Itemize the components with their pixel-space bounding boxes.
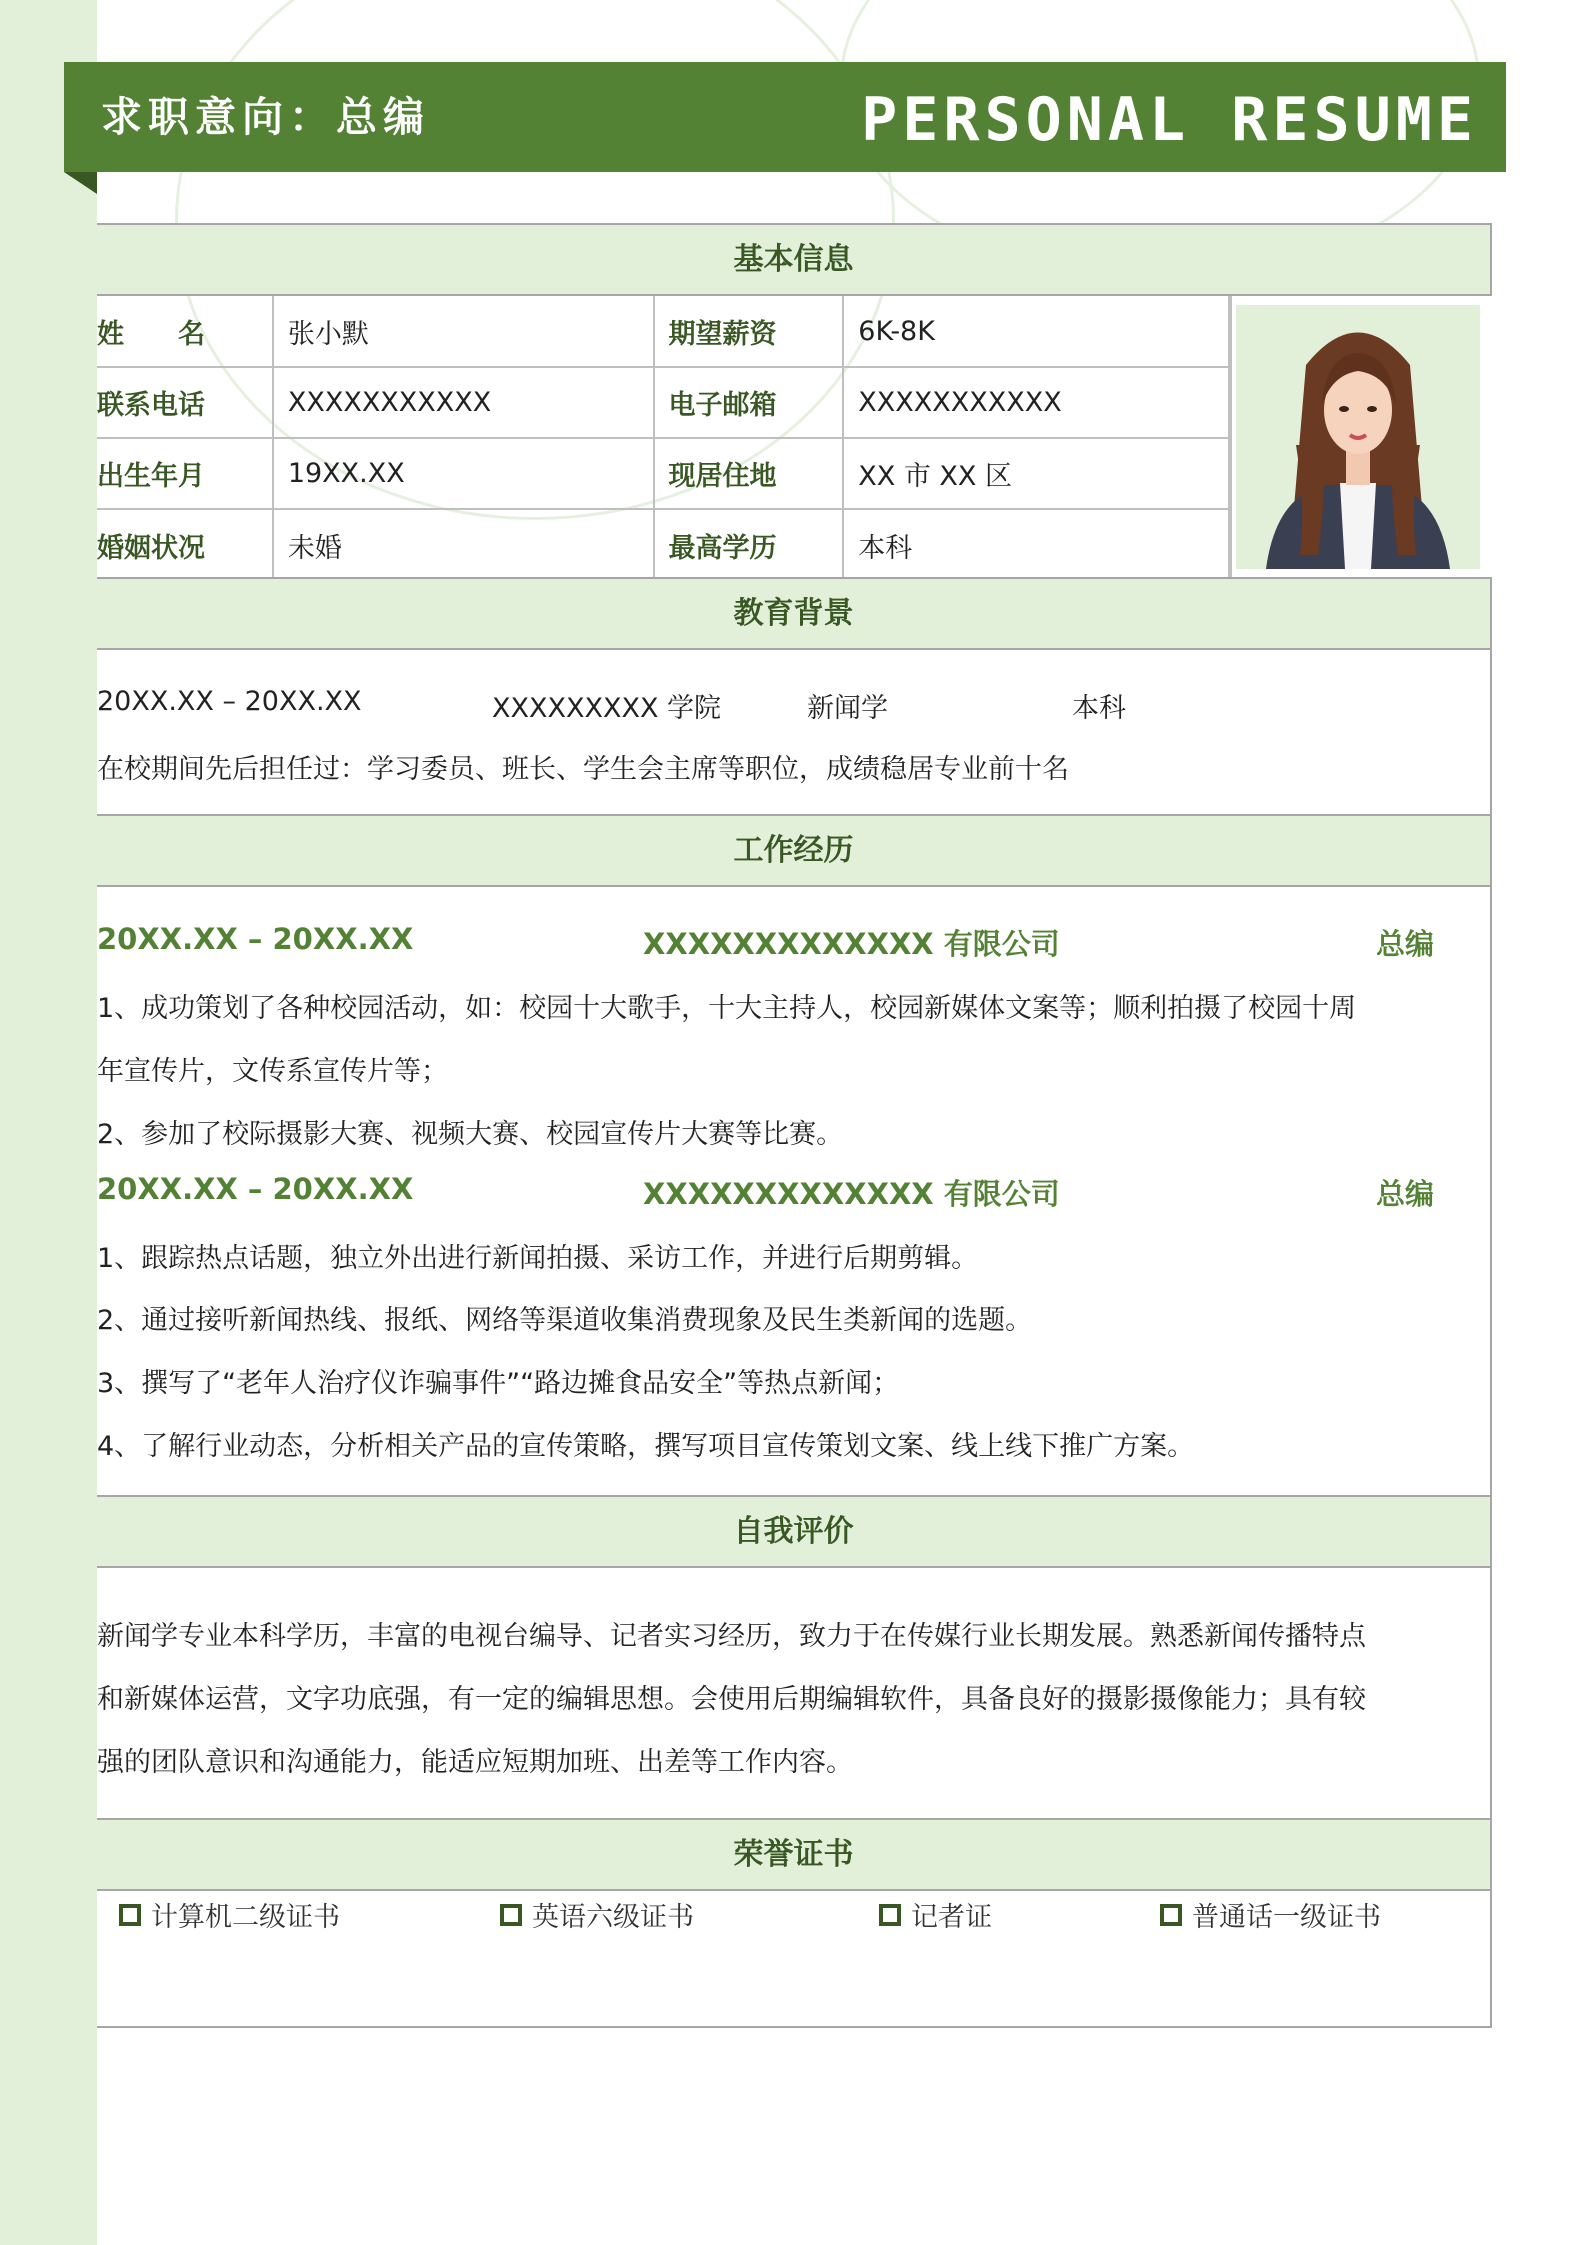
- education-school: XXXXXXXXX 学院: [492, 693, 722, 724]
- work-2-line: 1、跟踪热点话题，独立外出进行新闻拍摄、采访工作，并进行后期剪辑。: [97, 1243, 979, 1274]
- avatar: [1236, 305, 1480, 569]
- table-row: [97, 509, 1229, 580]
- work-2-role: 总编: [1376, 1177, 1435, 1211]
- work-2-period: 20XX.XX – 20XX.XX: [97, 1172, 414, 1206]
- work-2-company: XXXXXXXXXXXXX 有限公司: [643, 1177, 1060, 1211]
- degree-label: 最高学历: [654, 509, 844, 580]
- section-work-header: 工作经历: [97, 814, 1492, 887]
- email-label: 电子邮箱: [654, 367, 844, 438]
- checkbox-icon: [1160, 1904, 1182, 1926]
- email-value: XXXXXXXXXXX: [843, 367, 1229, 438]
- section-education-header: 教育背景: [97, 577, 1492, 650]
- honor-item: [879, 1895, 992, 1934]
- education-period: 20XX.XX – 20XX.XX: [97, 686, 362, 717]
- work-2-line: 3、撰写了“老年人治疗仪诈骗事件”“路边摊食品安全”等热点新闻；: [97, 1368, 900, 1399]
- section-self-eval-header: 自我评价: [97, 1495, 1492, 1568]
- header-banner: [64, 62, 1506, 172]
- self-eval-line: 强的团队意识和沟通能力，能适应短期加班、出差等工作内容。: [97, 1747, 853, 1778]
- salary-label: 期望薪资: [654, 296, 844, 367]
- birth-label: 出生年月: [97, 438, 273, 509]
- checkbox-icon: [500, 1904, 522, 1926]
- name-label: 姓 名: [97, 296, 273, 367]
- banner-fold: [64, 172, 97, 194]
- section-basic-info-header: 基本信息: [97, 223, 1492, 296]
- checkbox-icon: [119, 1904, 141, 1926]
- honor-item: [119, 1895, 340, 1934]
- name-value: 张小默: [273, 296, 654, 367]
- work-1-period: 20XX.XX – 20XX.XX: [97, 922, 414, 956]
- honor-item: [500, 1895, 694, 1934]
- personal-resume-text: PERSONAL RESUME: [861, 85, 1478, 155]
- address-label: 现居住地: [654, 438, 844, 509]
- marital-label: 婚姻状况: [97, 509, 273, 580]
- salary-value: 6K-8K: [843, 296, 1229, 367]
- photo-cell: [1230, 296, 1492, 577]
- work-1-line: 2、参加了校际摄影大赛、视频大赛、校园宣传片大赛等比赛。: [97, 1119, 844, 1150]
- phone-label: 联系电话: [97, 367, 273, 438]
- honor-item: [1160, 1895, 1381, 1934]
- table-row: [97, 367, 1229, 438]
- marital-value: 未婚: [273, 509, 654, 580]
- section-honors-header: 荣誉证书: [97, 1818, 1492, 1891]
- honor-label: 记者证: [911, 1902, 992, 1933]
- work-2-line: 4、了解行业动态，分析相关产品的宣传策略，撰写项目宣传策划文案、线上线下推广方案。: [97, 1431, 1195, 1462]
- degree-value: 本科: [843, 509, 1229, 580]
- table-row: [97, 296, 1229, 367]
- birth-value: 19XX.XX: [273, 438, 654, 509]
- honor-label: 计算机二级证书: [151, 1902, 340, 1933]
- honor-label: 普通话一级证书: [1192, 1902, 1381, 1933]
- job-objective-title: 求职意向：总编: [101, 93, 430, 141]
- work-2-line: 2、通过接听新闻热线、报纸、网络等渠道收集消费现象及民生类新闻的选题。: [97, 1305, 1033, 1336]
- self-eval-line: 和新媒体运营，文字功底强，有一定的编辑思想。会使用后期编辑软件，具备良好的摄影摄像能力；具有较: [97, 1684, 1366, 1715]
- left-decor-strip: [0, 0, 97, 2245]
- table-row: [97, 438, 1229, 509]
- work-1-line: 1、成功策划了各种校园活动，如：校园十大歌手，十大主持人，校园新媒体文案等；顺利拍摄了校园十周: [97, 993, 1357, 1024]
- self-eval-line: 新闻学专业本科学历，丰富的电视台编导、记者实习经历，致力于在传媒行业长期发展。熟悉新闻传播特点: [97, 1621, 1366, 1652]
- work-1-line: 年宣传片，文传系宣传片等；: [97, 1056, 448, 1087]
- work-1-company: XXXXXXXXXXXXX 有限公司: [643, 927, 1060, 961]
- work-1-role: 总编: [1376, 927, 1435, 961]
- education-note: 在校期间先后担任过：学习委员、班长、学生会主席等职位，成绩稳居专业前十名: [97, 754, 1069, 785]
- checkbox-icon: [879, 1904, 901, 1926]
- avatar-illustration: [1236, 305, 1480, 569]
- address-value: XX 市 XX 区: [843, 438, 1229, 509]
- honor-label: 英语六级证书: [532, 1902, 694, 1933]
- education-degree: 本科: [1072, 693, 1126, 724]
- education-major: 新闻学: [807, 693, 888, 724]
- phone-value: XXXXXXXXXXX: [273, 367, 654, 438]
- basic-info-table: [97, 296, 1230, 580]
